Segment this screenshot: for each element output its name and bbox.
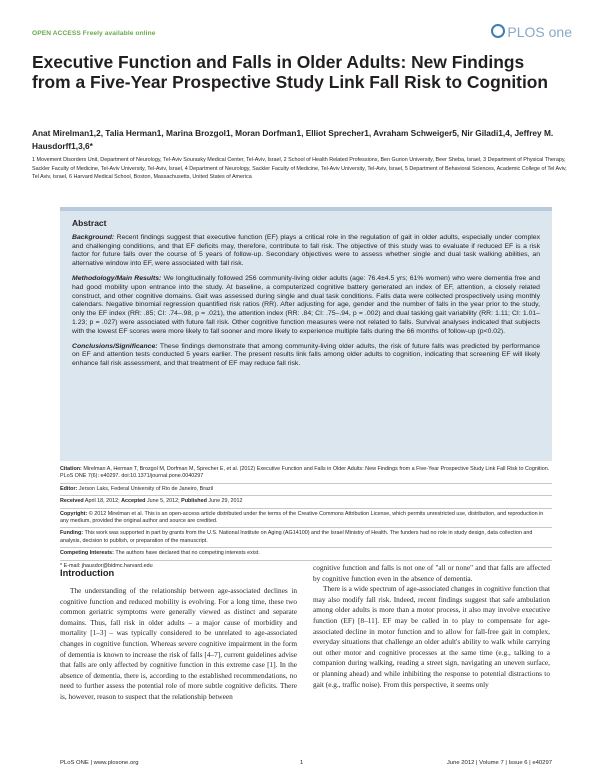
footer-journal: PLoS ONE | www.plosone.org [60,760,139,766]
journal-logo-text: PLOS one [507,24,572,40]
funding-text: This work was supported in part by grants from the U.S. National Institute on Aging (AG14100) and the Israel Ministry of Health. The funders had no role in study design, data collection and analysis, decision to publish, or preparation of the manuscript. [60,530,533,544]
affiliations: 1 Movement Disorders Unit, Department of Neurology, Tel-Aviv Sourasky Medical Center, Tel-Aviv, Israel, 2 School of Health Related Professions, Ben Gurion University, Beer Sheba, Israel, 3 Department of Physical Therapy, Sackler Faculty of Medicine, Tel-Aviv University, Tel-Aviv, Israel, 4 Department of Neurology, Sackler Faculty of Medicine, Tel-Aviv University, Tel-Aviv, Israel, 5 Department of Behavioral Sciences, Academic College of Tel Aviv, Tel Aviv, Israel, 6 Harvard Medical School, Boston, Massachusetts, United States of America [32,157,567,181]
intro-right-column [313,563,550,690]
citation-label: Citation: [60,466,82,472]
published-label: Published [181,498,207,505]
author-list: Anat Mirelman1,2, Talia Herman1, Marina Brozgol1, Moran Dorfman1, Elliot Sprecher1, Avraham Schweiger5, Nir Giladi1,4, Jeffrey M. Hausdorff1,3,6* [32,128,554,151]
received-label: Received [60,498,84,505]
abstract-methods-head: Methodology/Main Results: [72,274,162,282]
abstract-background [72,234,540,269]
header-bar [32,24,572,44]
open-access-label [32,30,155,37]
dates-row [60,496,552,508]
editor-label: Editor: [60,485,78,492]
accepted-label: Accepted [121,498,146,505]
citation-text: Mirelman A, Herman T, Brozgol M, Dorfman M, Sprecher E, et al. (2012) Executive Function and Falls in Older Adults: New Findings from a Five-Year Prospective Study Link Fall Risk to Cognition. PLoS ONE 7(6): e40297. doi:10.1371/journal.pone.0040297 [60,466,550,480]
footer-issue: June 2012 | Volume 7 | Issue 6 | e40297 [446,760,552,766]
plos-logo-icon [491,24,505,38]
journal-logo [491,24,572,40]
editor-row [60,484,552,496]
citation-block [60,464,552,572]
abstract-methods-text: We longitudinally followed 256 community-living older adults (age: 76.4±4.5 yrs; 61% women) who were dementia free and had good mobility upon entrance into the study. At baseline, a computerized cognitive battery generated an index of EF, attention, a closely related construct, and other cognitive domains. Gait was assessed during single and dual task conditions. Falls data were collected prospectively using monthly calendars. Negative binomial regression quantified risk ratios (RR). After adjusting for age, gender and the number of falls in the year prior to the study, only the EF index (RR: .85; CI: .74–.98, p = .021), the attention index (RR: .84; CI: .75–.94, p = .002) and dual tasking gait variability (RR: 1.11; CI: 1.01–1.23; p = .027) were associated with future fall risk. Other cognitive function measures were not related to falls. Survival analyses indicated that subjects with the lowest EF scores were more likely to fall sooner and more likely to experience multiple falls during the 66 months of follow-up (p<0.02). [72,274,541,335]
competing-interests-row [60,548,552,560]
competing-interests-label: Competing Interests: [60,550,114,557]
abstract-background-text: Recent findings suggest that executive function (EF) plays a critical role in the regulation of gait in older adults, especially under complex and challenging conditions, and that EF deficits may, therefore, contribute to fall risk. The objective of this study was to evaluate if reduced EF is a risk factor for future falls over the course of 5 years of follow-up. Secondary objectives were to assess whether single and dual task walking abilities, an alternative window into EF, were associated with fall risk. [72,233,541,268]
copyright-label: Copyright: [60,510,88,517]
open-access-text: OPEN ACCESS [32,30,81,37]
abstract-conclusions [72,343,540,369]
funding-label: Funding: [60,530,84,537]
freely-available-text: Freely available online [82,30,156,37]
intro-heading: Introduction [60,568,115,578]
editor-text: Jerson Laks, Federal University of Rio de Janeiro, Brazil [78,485,214,492]
intro-paragraph: There is a wide spectrum of age-associated changes in cognitive function that may also modify fall risk. Indeed, recent findings suggest that safe ambulation among older adults is more than a motor process, it also may involve executive function (EF) [8–11]. EF may be called in to play to compensate for age-associated decline in motor function and to allow for fall-free gait in complex, everyday situations that challenge an older adult's ability to walk while carrying out other motor and cognitive processes at the same time (e.g., talking to a companion during walking, reading a street sign, navigating an uneven surface, or planning ahead) and while inhibiting the response to potential distractions to gait (e.g., traffic noise). From this perspective, it seems only [313,584,550,689]
competing-interests-text: The authors have declared that no competing interests exist. [115,550,260,557]
abstract-methods [72,275,540,337]
citation-row [60,464,552,484]
abstract-box [60,207,552,461]
received-date: April 18, 2012; [84,498,120,505]
intro-left-column [60,586,297,703]
intro-paragraph: The understanding of the relationship between age-associated declines in cognitive function and reduced mobility is evolving. For a long time, these two common geriatric symptoms were generally viewed as distinct and separate domains. Thus, fall risk in older adults – a major cause of morbidity and mortality [1–3] – was typically considered to be unrelated to age-associated changes in cognitive function. Whereas severe cognitive impairment in the form of dementia is known to increase the risk of falls [4–7], current guidelines advise that falls are only affected by cognitive function in this extreme case [1]. In the absence of dementia, there is, according to the established recommendations, no need to further assess the potential role of more subtle cognitive deficits. There is, however, reason to suspect that the relationship between [60,586,297,701]
funding-row [60,528,552,548]
accepted-date: June 5, 2012; [146,498,180,505]
abstract-conclusions-text: These findings demonstrate that among community-living older adults, the risk of future falls was predicted by performance on EF and attention tests conducted 5 years earlier. The present results link falls among older adults to cognition, indicating that screening EF will likely enhance fall risk assessment, and that treatment of EF may reduce fall risk. [72,342,541,368]
abstract-conclusions-head: Conclusions/Significance: [72,342,158,350]
article-title: Executive Function and Falls in Older Adults: New Findings from a Five-Year Prospective Study Link Fall Risk to Cognition [32,52,549,92]
abstract-background-head: Background: [72,233,115,241]
abstract-title: Abstract [72,218,107,228]
correspondence-email[interactable]: * E-mail: jhausdor@bidmc.harvard.edu [60,562,153,569]
intro-paragraph: cognitive function and falls is not one of "all or none" and that falls are affected by cognitive function even in the absence of dementia. [313,563,550,583]
copyright-row [60,509,552,529]
page-number: 1 [300,760,304,766]
copyright-text: © 2012 Mirelman et al. This is an open-access article distributed under the terms of the Creative Commons Attribution License, which permits unrestricted use, distribution, and reproduction in any medium, provided the original author and source are credited. [60,510,544,525]
published-date: June 29, 2012 [208,498,243,505]
